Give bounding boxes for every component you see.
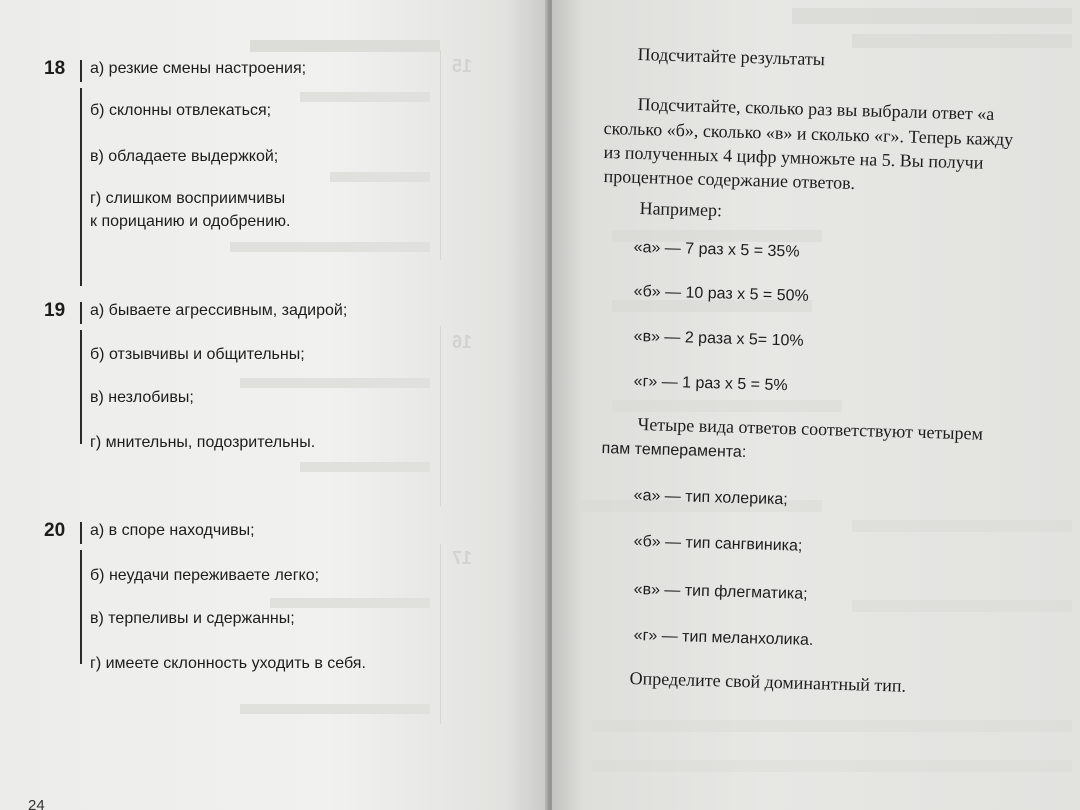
question-number: 19	[44, 300, 66, 321]
bleed-through-text	[230, 242, 430, 252]
conclusion: Определите свой доминантный тип.	[629, 667, 907, 696]
option-a: а) резкие смены настроения;	[90, 60, 307, 77]
question-rule	[80, 522, 82, 544]
bleed-through-text	[250, 40, 440, 52]
type-line: «а» — тип холерика;	[633, 486, 788, 509]
bleed-through-text	[612, 400, 842, 412]
page-number: 24	[28, 797, 45, 810]
option-d-continued: к порицанию и одобрению.	[90, 213, 291, 230]
bleed-through-text	[852, 34, 1072, 48]
section-heading: Подсчитайте результаты	[637, 43, 826, 70]
example-line: «б» — 10 раз х 5 = 50%	[633, 282, 809, 305]
example-label: Например:	[639, 197, 723, 221]
question-number: 20	[44, 520, 66, 541]
question-18	[44, 58, 464, 238]
question-rule	[80, 302, 82, 324]
question-rule	[80, 60, 82, 82]
option-c: в) обладаете выдержкой;	[90, 148, 279, 165]
example-line: «г» — 1 раз х 5 = 5%	[633, 372, 788, 395]
paragraph-line: Подсчитайте, сколько раз вы выбрали ответ «а	[637, 93, 995, 124]
bleed-through-mark: 17	[452, 548, 473, 568]
bleed-through-text	[852, 520, 1072, 532]
type-line: «в» — тип флегматика;	[633, 580, 808, 603]
bleed-through-mark: 16	[452, 332, 473, 352]
question-number: 18	[44, 58, 66, 79]
bleed-through-text	[592, 720, 1072, 732]
bleed-through-mark: 15	[452, 56, 473, 76]
bleed-through-text	[852, 600, 1072, 612]
summary-line: Четыре вида ответов соответствуют четырем	[637, 413, 984, 444]
question-rule	[80, 330, 82, 444]
question-rule	[80, 550, 82, 664]
paragraph-line: процентное содержание ответов.	[603, 165, 856, 194]
option-d: г) мнительны, подозрительны.	[90, 434, 316, 451]
example-line: «в» — 2 раза х 5= 10%	[633, 327, 804, 350]
question-19	[44, 300, 464, 460]
option-a: а) бываете агрессивным, задирой;	[90, 302, 348, 319]
type-line: «б» — тип сангвиника;	[633, 532, 803, 555]
type-line: «г» — тип меланхолика.	[633, 626, 814, 650]
option-c: в) незлобивы;	[90, 389, 194, 406]
right-page	[552, 0, 1080, 810]
option-b: б) склонны отвлекаться;	[90, 102, 272, 119]
option-b: б) отзывчивы и общительны;	[90, 346, 305, 363]
bleed-through-text	[300, 462, 430, 472]
question-rule	[80, 88, 82, 286]
bleed-through-text	[240, 704, 430, 714]
paragraph-line: сколько «б», сколько «в» и сколько «г». Теперь кажду	[603, 117, 1014, 150]
question-20	[44, 520, 464, 680]
example-line: «а» — 7 раз х 5 = 35%	[633, 238, 800, 261]
paragraph-line: из полученных 4 цифр умножьте на 5. Вы получи	[603, 141, 984, 173]
option-d: г) имеете склонность уходить в себя.	[90, 655, 366, 672]
bleed-through-text	[592, 760, 1072, 772]
summary-line: пам темперамента:	[601, 439, 747, 462]
option-c: в) терпеливы и сдержанны;	[90, 610, 295, 627]
option-d: г) слишком восприимчивы	[90, 190, 286, 207]
option-a: а) в споре находчивы;	[90, 522, 255, 539]
bleed-through-text	[792, 8, 1072, 24]
option-b: б) неудачи переживаете легко;	[90, 567, 320, 584]
